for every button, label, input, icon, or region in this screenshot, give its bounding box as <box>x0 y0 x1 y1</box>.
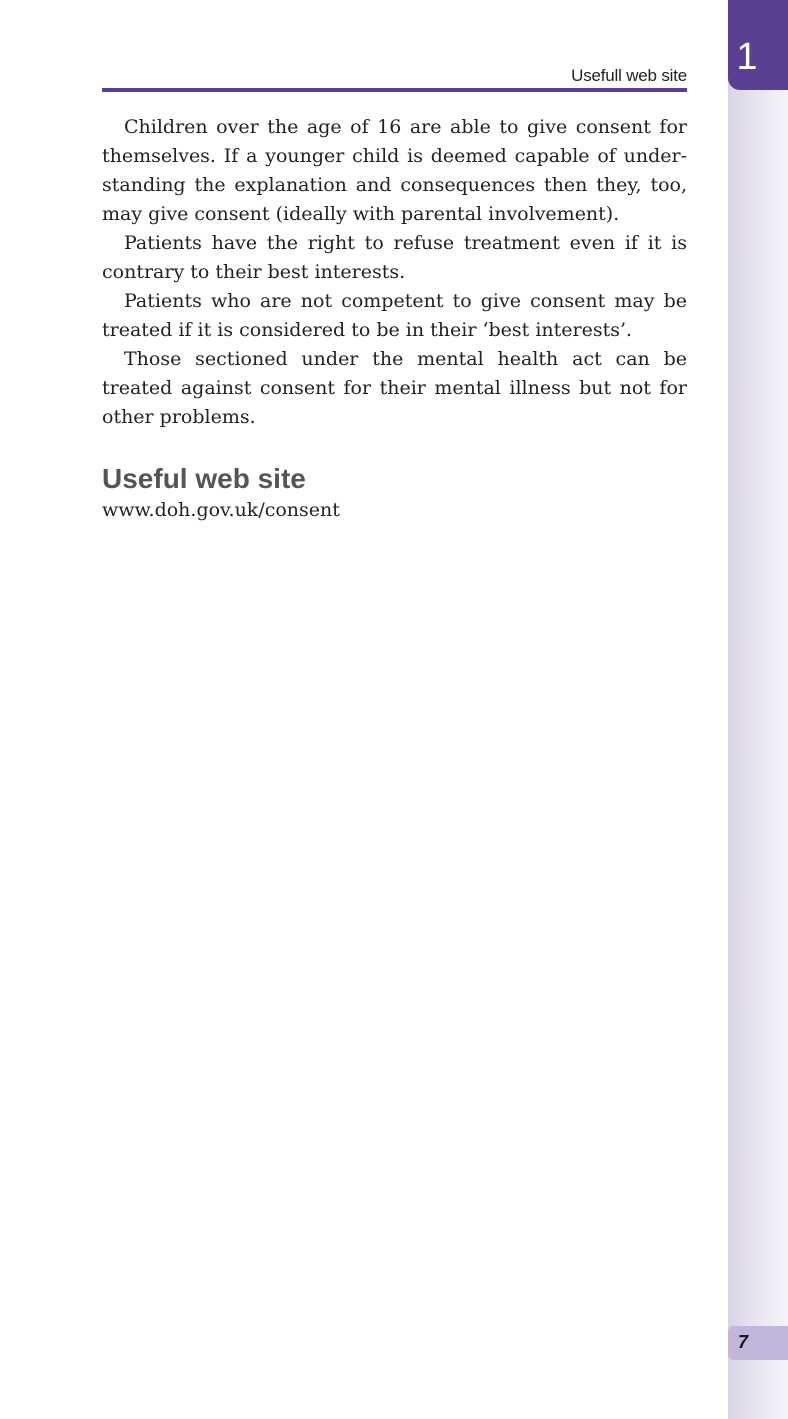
side-thumb-strip <box>728 0 788 1419</box>
chapter-number: 1 <box>736 36 758 78</box>
body-paragraph: Those sectioned under the mental health act can be treated against consent for their mental illness but not for other problems. <box>102 348 687 428</box>
page-number-tab <box>728 1326 788 1360</box>
header-rule <box>102 88 687 92</box>
chapter-tab <box>728 0 788 90</box>
section-heading: Useful web site <box>102 463 306 494</box>
body-paragraph: Patients have the right to refuse treatment even if it is contrary to their best interests. <box>102 232 687 283</box>
web-link[interactable]: www.doh.gov.uk/consent <box>102 499 340 521</box>
body-paragraph: Children over the age of 16 are able to give consent for themselves. If a younger child is deemed capable of under-standing the explanation and consequences then they, too, may give consent (ideally with parental involvement). <box>102 116 687 225</box>
page-number: 7 <box>738 1332 749 1352</box>
body-paragraph: Patients who are not competent to give consent may be treated if it is considered to be in their ‘best interests’. <box>102 290 687 341</box>
page-content <box>102 113 687 525</box>
running-header: Usefull web site <box>571 66 687 85</box>
